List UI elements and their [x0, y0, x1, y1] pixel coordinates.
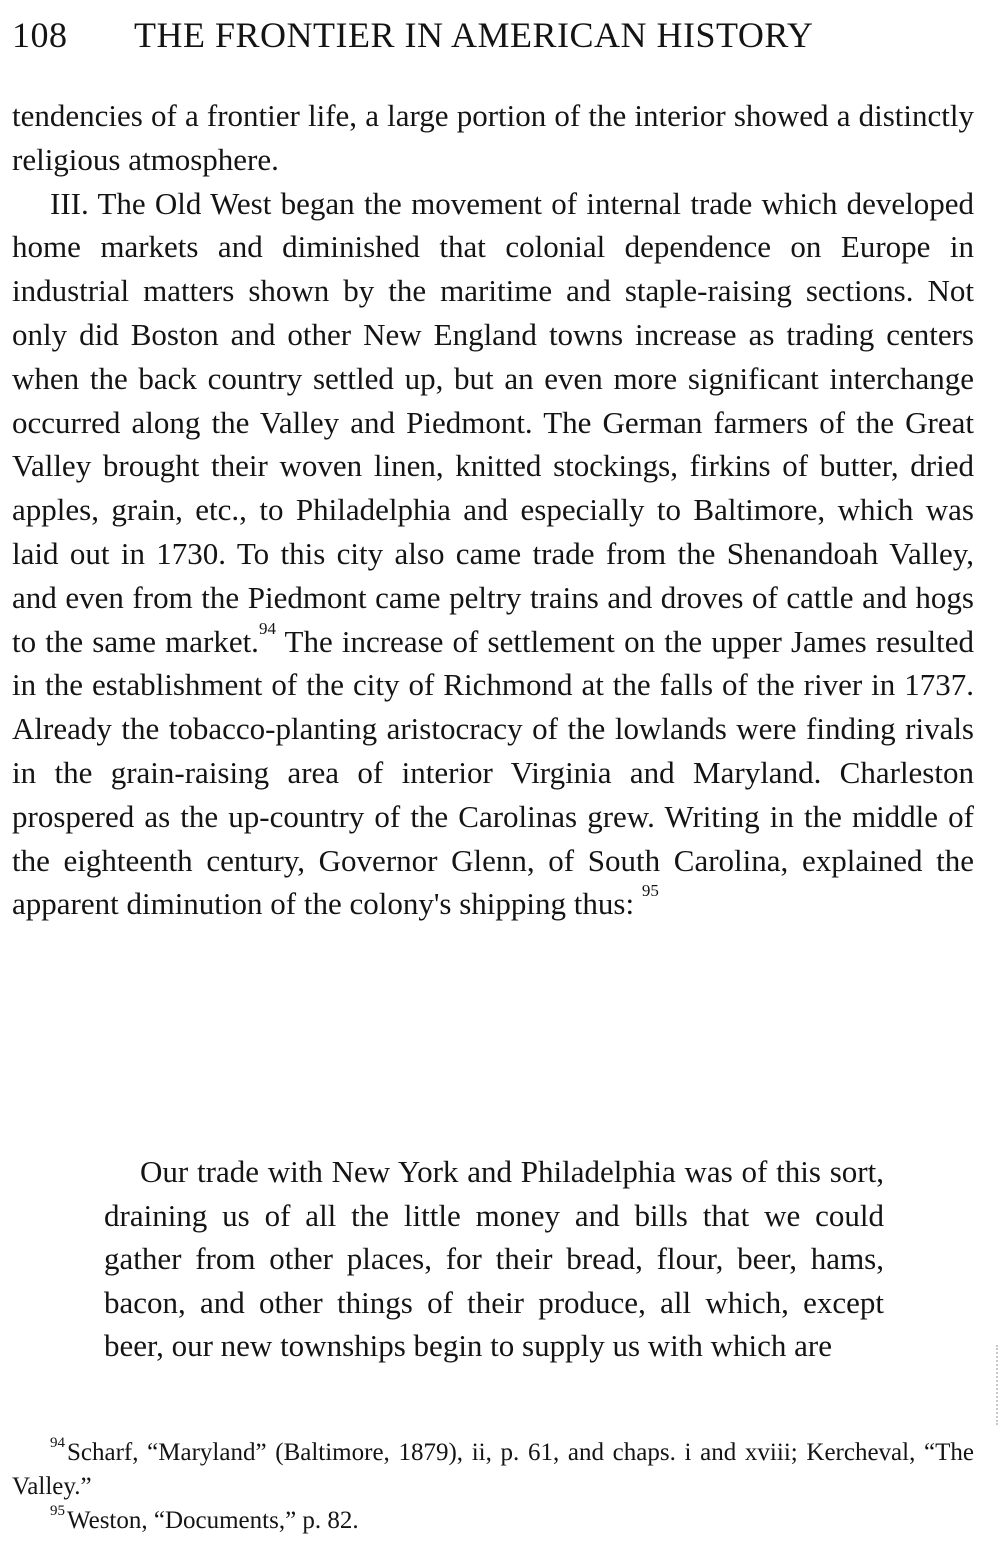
footnote-ref-95: 95 — [641, 881, 659, 901]
footnote-95-text: Weston, “Documents,” p. 82. — [67, 1507, 359, 1534]
block-quote — [104, 1150, 884, 1368]
scan-edge-mark — [994, 1345, 998, 1425]
footnote-95 — [12, 1504, 974, 1538]
body-paragraph-2-main: III. The Old West began the movement of internal trade which developed home markets and diminished that colonial dependence on Europe in industrial matters shown by the maritime and staple-raising sections. Not only did Boston and other New England towns increase as trading centers when the back country settled up, but an even more significant interchange occurred along the Valley and Piedmont. The German farmers of the Great Valley brought their woven linen, knitted stockings, firkins of butter, dried apples, grain, etc., to Philadelphia and especially to Baltimore, which was laid out in 1730. To this city also came trade from the Shenandoah Valley, and even from the Piedmont came peltry trains and droves of cattle and hogs to the same market. — [12, 185, 974, 659]
footnote-95-mark: 95 — [50, 1503, 65, 1519]
block-quote-text: Our trade with New York and Philadelphia was of this sort, draining us of all the little money and bills that we could gather from other places, for their bread, flour, beer, hams, bacon, and other things of their produce, all which, except beer, our new townships begin to supply us with which are — [104, 1154, 884, 1364]
running-head: THE FRONTIER IN AMERICAN HISTORY — [134, 15, 814, 55]
body-paragraph-2 — [12, 182, 974, 927]
body-paragraph-2-rest: The increase of settlement on the upper James resulted in the establishment of the city of Richmond at the falls of the river in 1737. Already the tobacco-planting aristocracy of the lowlands were finding rivals in the grain-raising area of interior Virginia and Maryland. Charleston prospered as the up-country of the Carolinas grew. Writing in the middle of the eighteenth century, Governor Glenn, of South Carolina, explained the apparent diminution of the colony's shipping thus: — [12, 623, 974, 922]
page-header — [12, 12, 972, 58]
body-paragraph-1: tendencies of a frontier life, a large portion of the interior showed a distinctly religious atmosphere. — [12, 98, 974, 177]
footnote-94-text: Scharf, “Maryland” (Baltimore, 1879), ii, p. 61, and chaps. i and xviii; Kercheval, “The Valley.” — [12, 1439, 974, 1500]
footnotes — [12, 1436, 974, 1538]
footnote-94-mark: 94 — [50, 1435, 65, 1451]
footnote-ref-94: 94 — [258, 618, 276, 638]
footnote-94 — [12, 1436, 974, 1504]
page-number: 108 — [12, 15, 68, 55]
body-text — [12, 94, 974, 926]
